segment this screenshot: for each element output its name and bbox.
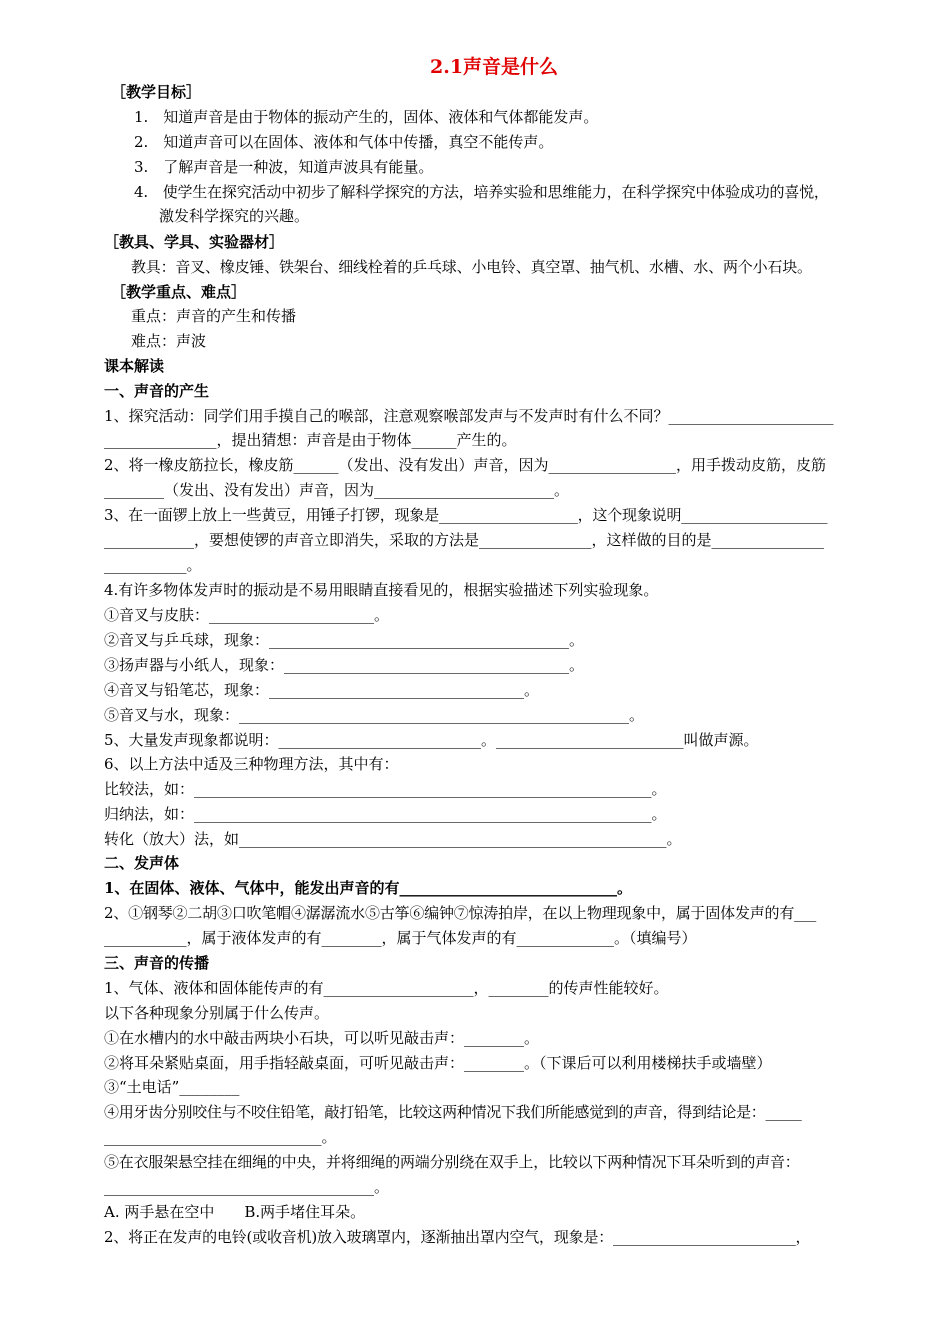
question-line: ④用牙齿分别咬住与不咬住铅笔，敲打铅笔，比较这两种情况下我们所能感觉到的声音，得到结论是：_____: [104, 1103, 802, 1121]
objective-item-continued: 激发科学探究的兴趣。: [159, 207, 310, 225]
question-line: 4.有许多物体发声时的振动是不易用眼睛直接看见的，根据实验描述下列实验现象。: [104, 581, 659, 599]
objective-item: 2. 知道声音可以在固体、液体和气体中传播，真空不能传声。: [134, 133, 554, 151]
question-line: _____________________________。: [104, 1128, 337, 1146]
question-line: 1、探究活动：同学们用手摸自己的喉部，注意观察喉部发声与不发声时有什么不同？______________________: [104, 407, 834, 425]
section-header: 三、声音的传播: [104, 954, 210, 972]
question-line: 2、①钢琴②二胡③口吹笔帽④潺潺流水⑤古筝⑥编钟⑦惊涛拍岸，在以上物理现象中，属于固体发声的有___: [104, 904, 817, 922]
tools-header: ［教具、学具、实验器材］: [104, 233, 285, 251]
question-line: 3、在一面锣上放上一些黄豆，用锤子打锣，现象是___________________，这个现象说明____________________: [104, 506, 828, 524]
question-line: ②将耳朵紧贴桌面，用手指轻敲桌面，可听见敲击声：________。（下课后可以利用楼梯扶手或墙壁）: [104, 1054, 772, 1072]
objectives-header: ［教学目标］: [111, 83, 202, 101]
page-title: 2.1声音是什么: [430, 56, 559, 78]
question-line: 转化（放大）法，如_________________________________________________________。: [104, 830, 682, 848]
question-line: ____________，要想使锣的声音立即消失，采取的方法是_______________，这样做的目的是_______________: [104, 531, 825, 549]
question-line: 6、以上方法中适及三种物理方法，其中有：: [104, 755, 399, 773]
objective-item: 1. 知道声音是由于物体的振动产生的，固体、液体和气体都能发声。: [134, 108, 599, 126]
question-line: ②音叉与乒乓球，现象：________________________________________。: [104, 631, 585, 649]
focus-header: ［教学重点、难点］: [111, 283, 247, 301]
section-header: 二、发声体: [104, 854, 180, 872]
question-line: A. 两手悬在空中 B.两手堵住耳朵。: [104, 1203, 366, 1221]
question-line: ④音叉与铅笔芯，现象：__________________________________。: [104, 681, 540, 699]
question-line: ________（发出、没有发出）声音，因为________________________。: [104, 481, 570, 499]
tools-text: 教具：音叉、橡皮锤、铁架台、细线栓着的乒乓球、小电铃、真空罩、抽气机、水槽、水、两个小石块。: [131, 258, 812, 276]
question-line: ___________，属于液体发声的有________，属于气体发声的有_____________。（填编号）: [104, 929, 697, 947]
question-line: 1、气体、液体和固体能传声的有____________________，________的传声性能较好。: [104, 979, 669, 997]
question-line: ③“土电话”________: [104, 1078, 240, 1096]
section-header: 一、声音的产生: [104, 382, 210, 400]
question-line: ⑤在衣服架悬空挂在细绳的中央，并将细绳的两端分别绕在双手上，比较以下两种情况下耳朵听到的声音：: [104, 1153, 800, 1171]
question-line: 2、将正在发声的电铃(或收音机)放入玻璃罩内，逐渐抽出罩内空气，现象是：_________________________，: [104, 1228, 811, 1246]
question-line: 归纳法，如：_____________________________________________________________。: [104, 805, 667, 823]
focus-difficult: 难点：声波: [131, 332, 207, 350]
question-line: 2、将一橡皮筋拉长，橡皮筋______（发出、没有发出）声音，因为_________________，用手拨动皮筋，皮筋: [104, 456, 827, 474]
question-line: ⑤音叉与水，现象：____________________________________________________。: [104, 706, 645, 724]
focus-key: 重点：声音的产生和传播: [131, 307, 297, 325]
question-line: ①在水槽内的水中敲击两块小石块，可以听见敲击声：________。: [104, 1029, 540, 1047]
question-line: 以下各种现象分别属于什么传声。: [104, 1004, 330, 1022]
question-line: ___________。: [104, 556, 202, 574]
question-line: ____________________________________。: [104, 1178, 390, 1196]
question-line: ①音叉与皮肤：______________________。: [104, 606, 390, 624]
question-line: _______________，提出猜想：声音是由于物体______产生的。: [104, 431, 517, 449]
reading-header: 课本解读: [104, 357, 165, 375]
question-line: 1、在固体、液体、气体中，能发出声音的有_____________________________。: [104, 879, 632, 897]
objective-item: 3. 了解声音是一种波，知道声波具有能量。: [134, 158, 434, 176]
question-line: 5、大量发声现象都说明：___________________________。_________________________叫做声源。: [104, 731, 759, 749]
objective-item: 4. 使学生在探究活动中初步了解科学探究的方法，培养实验和思维能力，在科学探究中体验成功的喜悦，: [134, 183, 829, 201]
question-line: ③扬声器与小纸人，现象：______________________________________。: [104, 656, 585, 674]
question-line: 比较法，如：_____________________________________________________________。: [104, 780, 667, 798]
